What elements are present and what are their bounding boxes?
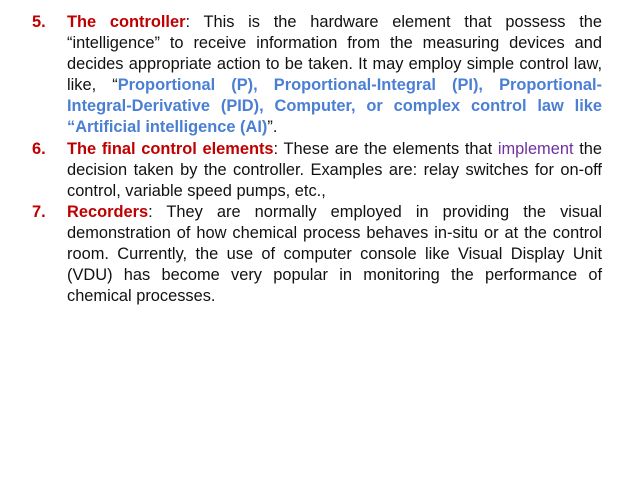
item-number: 7. [32,202,46,221]
item-number: 6. [32,139,46,158]
item-text-end: the decision taken by the controller. Examples are: relay switches for on-off control, variable speed pumps, etc., [67,139,602,200]
item-term-recorders: Recorders [67,202,149,221]
item-term-final-control-elements: The final control elements [67,139,274,158]
item-text: : These are the elements that [273,139,498,158]
list-item-controller [32,12,602,139]
numbered-list [32,12,602,307]
list-item-final-control-elements [32,139,602,202]
item-text-end: ”. [267,118,278,137]
item-text: : They are normally employed in providing the visual demonstration of how chemical process behaves in-situ or at the control room. Currently, the use of computer console like Visual Display Unit (VDU) has become very popular in monitoring the performance of chemical processes. [67,202,602,306]
list-item-recorders [32,202,602,307]
item-text: : This is the hardware element that possess the “intelligence” to receive information from the measuring devices and decides appropriate action to be taken. It may employ simple control law, like, “ [67,13,603,95]
highlight-implement: implement [497,139,574,158]
item-number: 5. [32,13,46,31]
item-term-controller: The controller [67,13,186,31]
control-law-examples: Proportional (P), Proportional-Integral (PI), Proportional-Integral-Derivative (PID), Computer, or complex control law like “Artificial intelligence (AI) [67,76,602,137]
